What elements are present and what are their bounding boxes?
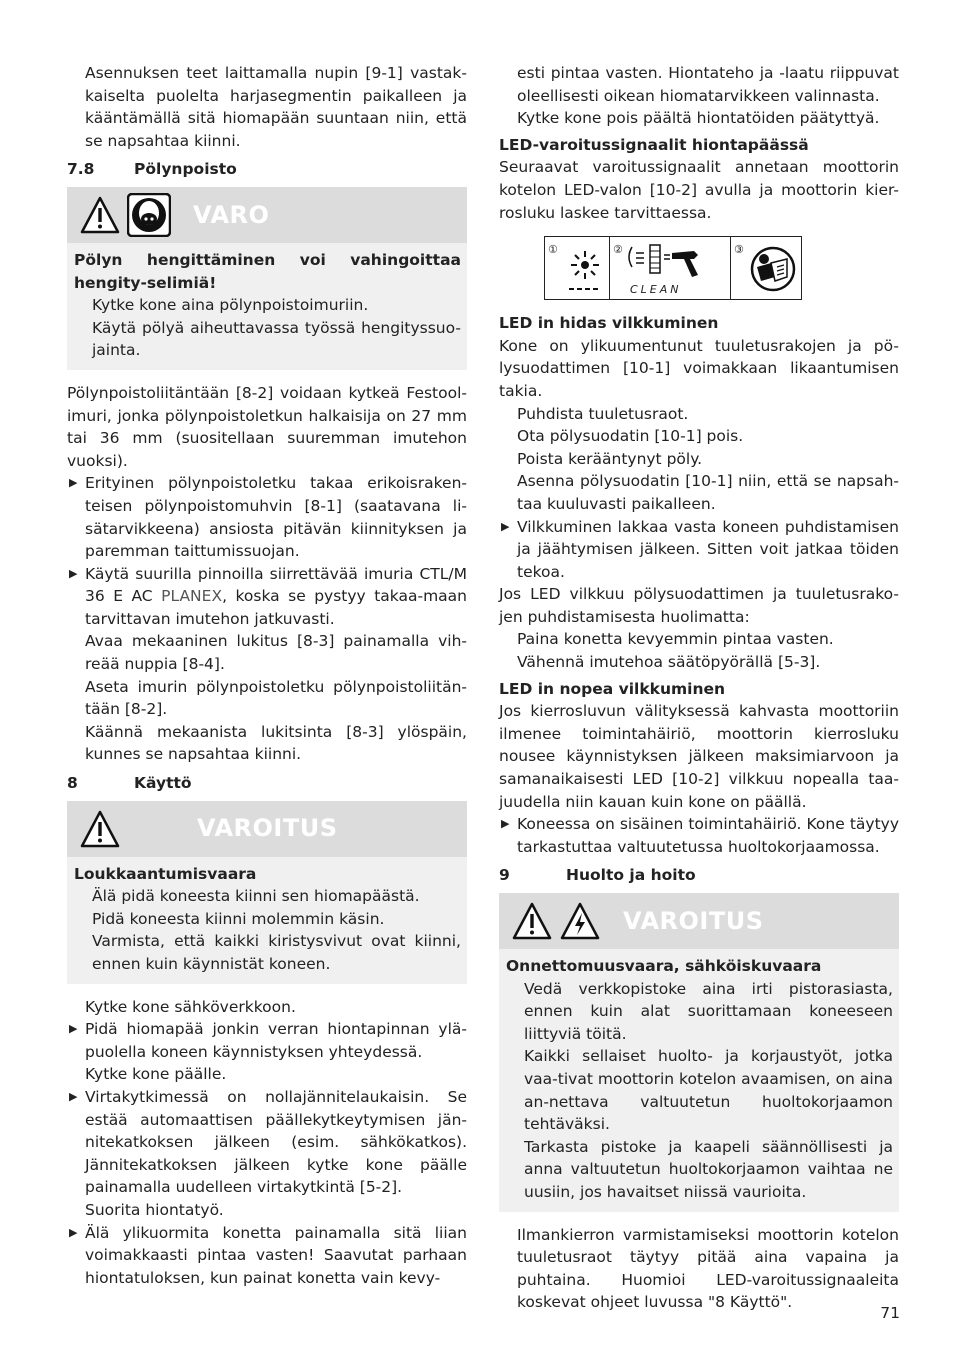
right-column: [499, 62, 899, 1314]
caution-box: [67, 187, 467, 370]
led-cell-3: [731, 237, 801, 299]
section-title: Pölynpoisto: [134, 160, 237, 179]
instruction-step: Aseta imurin pölynpoistoletku pölynpoistoliitän-tään [8-2].: [85, 677, 467, 719]
paragraph-intro: Asennuksen teet laittamalla nupin [9-1] vastak-kaiselta puolelta harjasegmentin paikalleen ja kääntämällä sitä hiomapään suuntaan niin, että se napsahtaa kiinni.: [85, 64, 467, 150]
paragraph-continued: esti pintaa vasten. Hiontateho ja -laatu riippuvat oleellisesti oikean hiomatarvikkeen valinnasta.: [517, 64, 899, 105]
warning-subtitle: Loukkaantumisvaara: [74, 864, 257, 883]
caution-instruction: Kytke kone aina pölynpoistoimuriin.: [92, 296, 369, 315]
instruction-step: Kytke kone sähköverkkoon.: [85, 997, 296, 1016]
warning-instruction: Kaikki sellaiset huolto- ja korjaustyöt, jotka vaa-tivat moottorin kotelon avaamisen, on aina an-nettava valtuutetun huoltokorjaamon tehtäväksi.: [524, 1047, 893, 1134]
figure-number: ③: [734, 243, 744, 257]
heading-led-signals: LED-varoitussignaalit hiontapäässä: [499, 135, 809, 154]
page-number: 71: [880, 1304, 900, 1322]
section-number: 7.8: [67, 160, 95, 179]
electric-shock-icon: [559, 901, 601, 941]
clean-filter-icon: [610, 237, 730, 281]
section-number: 8: [67, 774, 78, 793]
instruction-step: Vähennä imutehoa säätöpyörällä [5-3].: [517, 653, 821, 672]
caution-title: VARO: [193, 200, 270, 229]
paragraph-fast-blink: Jos kierrosluvun välityksessä kahvasta moottoriin ilmenee toimintahäiriö, moottorin kierrosluku nousee käynnistyksen jälkeen maksimiarvoon ja samanaikaisesti LED [10-2] vilkkuu nopealla taa-juudella niin kauan kuin kone on päällä.: [499, 702, 899, 811]
paragraph-ventilation: Ilmankierron varmistamiseksi moottorin kotelon tuuletusraot täytyy pitää aina vapaina ja puhtaina. Huomioi LED-varoitussignaaleita koskevat ohjeet luvussa "8 Käyttö".: [517, 1225, 899, 1312]
paragraph-led-signals: Seuraavat varoitussignaalit annetaan moottorin kotelon LED-valon [10-2] avulla ja moottorin kier-rosluku laskee tarvittaessa.: [499, 158, 899, 222]
led-signal-figure: [544, 236, 802, 300]
instruction-step: Puhdista tuuletusraot.: [517, 404, 689, 423]
section-number: 9: [499, 866, 510, 885]
clean-label: CLEAN: [630, 283, 682, 297]
warning-title: VAROITUS: [623, 906, 764, 935]
warning-subtitle: Onnettomuusvaara, sähköiskuvaara: [506, 957, 822, 975]
instruction-step: Avaa mekaaninen lukitus [8-3] painamalla vih-reää nuppia [8-4].: [85, 632, 467, 674]
instruction-step: Kytke kone päälle.: [85, 1065, 227, 1084]
warning-box-electric: [499, 893, 899, 1212]
left-column: [67, 62, 467, 1289]
dust-mask-icon: [127, 193, 171, 237]
heading-fast-blink: LED in nopea vilkkuminen: [499, 679, 726, 698]
warning-instruction: Varmista, että kaikki kiristysvivut ovat kiinni, ennen kuin käynnistät koneen.: [92, 932, 461, 973]
bullet-overload: ▶ Älä ylikuormita konetta painamalla sitä liian voimakkaasti pintaa vasten! Saavutat parhaan hiontatuloksen, kun painat konetta vain kevy-: [67, 1222, 467, 1290]
paragraph-slow-blink: Kone on ylikuumentunut tuuletusrakojen ja pö-lysuodattimen [10-1] voimakkaan likaantumisen takia.: [499, 336, 899, 400]
warning-instruction: Vedä verkkopistoke aina irti pistorasiasta, ennen kuin alat suorittamaan koneeseen liittyviä töitä.: [524, 979, 893, 1043]
warning-header: [67, 801, 467, 857]
instruction-step: Ota pölysuodatin [10-1] pois.: [517, 427, 744, 446]
warning-triangle-icon: [511, 901, 553, 941]
warning-header: [499, 893, 899, 949]
caution-body: [67, 243, 467, 370]
heading-slow-blink: LED in hidas vilkkuminen: [499, 314, 719, 333]
instruction-step: Kytke kone pois päältä hiontatöiden päätyttyä.: [517, 109, 880, 128]
figure-number: ①: [548, 243, 558, 257]
section-title: Käyttö: [134, 774, 192, 793]
blinking-led-icon: [545, 237, 609, 297]
instruction-step: Suorita hiontatyö.: [85, 1200, 224, 1219]
led-cell-1: [545, 237, 610, 299]
caution-subtitle: Pölyn hengittäminen voi vahingoittaa hengity-selimiä!: [74, 250, 461, 292]
warning-triangle-icon: [79, 195, 121, 235]
paragraph-dust-connection: Pölynpoistoliitäntään [8-2] voidaan kytkeä Festool-imuri, jonka pölynpoistoletkun halkaisija on 27 mm tai 36 mm (suositellaan suuremman imutehon vuoksi).: [67, 383, 467, 470]
section-8-heading: [67, 772, 467, 795]
text-part: , koska se pystyy takaa-maan tarvittavan imutehon jatkuvasti.: [85, 587, 467, 628]
bullet-switch: ▶ Virtakytkimessä on nollajännitelaukaisin. Se estää automaattisen päällekytkeytymisen jän-nitekatkoksen jälkeen (esim. sähkökatkos). Jännitekatkoksen jälkeen kytke kone päälle painamalla uudelleen virtakytkintä [5-2].: [67, 1086, 467, 1199]
warning-box: [67, 801, 467, 984]
instruction-step: Paina konetta kevyemmin pintaa vasten.: [517, 630, 834, 649]
warning-instruction: Tarkasta pistoke ja kaapeli säännöllisesti ja anna valtuutetun huoltokorjaamon vaihtaa ne uusiin, jos havaitset niissä vaurioita.: [524, 1137, 893, 1201]
warning-instruction: Pidä koneesta kiinni molemmin käsin.: [92, 909, 385, 928]
warning-body: [67, 857, 467, 984]
warning-triangle-icon: [79, 809, 121, 849]
read-manual-icon: [731, 237, 801, 297]
warning-instruction: Älä pidä koneesta kiinni sen hiomapäästä.: [92, 887, 420, 906]
caution-header: [67, 187, 467, 243]
caution-instruction: Käytä pölyä aiheuttavassa työssä hengityssuo-jainta.: [92, 318, 461, 360]
warning-title: VAROITUS: [197, 814, 338, 843]
instruction-step: Käännä mekaanista lukitsinta [8-3] ylöspäin, kunnes se napsahtaa kiinni.: [85, 722, 467, 764]
bullet-extractor: [67, 563, 467, 631]
text-part: Käytä suurilla pinnoilla siirrettävää imuria CTL/M 36 E AC: [85, 564, 467, 606]
planex-brand: PLANEX: [161, 587, 223, 606]
paragraph-if-blinks: Jos LED vilkkuu pölysuodattimen ja tuuletusrako-jen puhdistamisesta huolimatta:: [499, 585, 899, 626]
section-title: Huolto ja hoito: [566, 866, 696, 885]
bullet-blink-stops: ▶ Vilkkuminen lakkaa vasta koneen puhdistamisen ja jäähtymisen jälkeen. Sitten voit jatkaa töiden tekoa.: [499, 516, 899, 584]
led-cell-2: [610, 237, 731, 299]
section-7-8-heading: [67, 158, 467, 181]
bullet-start: ▶ Pidä hiomapää jonkin verran hiontapinnan ylä-puolella koneen käynnistyksen yhteydessä.: [67, 1018, 467, 1063]
section-9-heading: [499, 864, 899, 887]
instruction-step: Poista kerääntynyt pöly.: [517, 449, 703, 468]
bullet-internal-fault: ▶ Koneessa on sisäinen toimintahäiriö. Kone täytyy tarkastuttaa valtuutetussa huoltokorjaamossa.: [499, 813, 899, 858]
figure-number: ②: [613, 243, 623, 257]
warning-body: [499, 949, 899, 1212]
instruction-step: Asenna pölysuodatin [10-1] niin, että se napsah-taa kuuluvasti paikalleen.: [517, 472, 899, 513]
bullet-hose: ▶ Erityinen pölynpoistoletku takaa erikoisraken-teisen pölynpoistomuhvin [8-1] (saatavana li-sätarvikkeena) ansiosta pitävän kiinnityksen ja paremman taittumissuojan.: [67, 472, 467, 562]
